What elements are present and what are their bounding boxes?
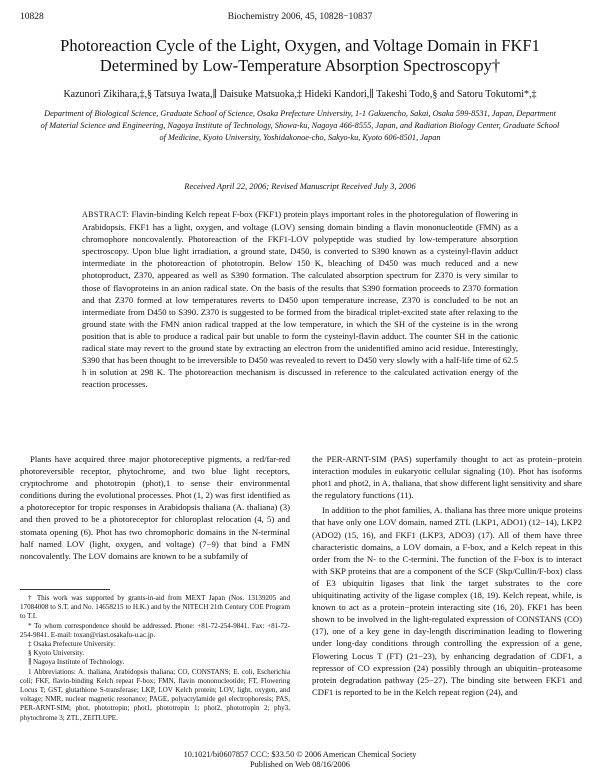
affiliations: Department of Biological Science, Graduate School of Science, Osaka Prefecture University, 1-1 Gakuencho, Sakai, Osaka 599-8531, Japan, Department of Material Science and Engineering, Nagoya Institute of Technology, Showa-ku, Nagoya 466-8555, Japan, and Radiation Biology Center, Graduate School of Medicine, Kyoto University, Yoshidakonoe-cho, Sakyo-ku, Kyoto 606-8501, Japan xyxy=(40,109,560,143)
received-dates: Received April 22, 2006; Revised Manuscript Received July 3, 2006 xyxy=(184,181,416,191)
journal-citation: Biochemistry 2006, 45, 10828−10837 xyxy=(227,12,373,22)
article-title: Photoreaction Cycle of the Light, Oxygen, and Voltage Domain in FKF1 Determined by Low-Temperature Absorption Spectroscopy† xyxy=(60,36,540,75)
footnote-correspondence: * To whom correspondence should be addressed. Phone: +81-72-254-9841. Fax: +81-72-254-9841. E-mail: toxan@riast.osakafu-u.ac.jp. xyxy=(20,621,290,639)
body-paragraph: the PER-ARNT-SIM (PAS) superfamily thought to act as protein−protein interaction modules in eukaryotic cellular signaling (10). Phot has isoforms phot1 and phot2, in A. thaliana, that show different light sensitivity and share the regulatory functions (11). xyxy=(312,454,582,501)
author-list: Kazunori Zikihara,‡,§ Tatsuya Iwata,∥ Daisuke Matsuoka,‡ Hideki Kandori,∥ Takeshi Todo,§ and Satoru Tokutomi*,‡ xyxy=(63,89,537,100)
abstract-text: Flavin-binding Kelch repeat F-box (FKF1) protein plays important roles in the photoregulation of flowering in Arabidopsis. FKF1 has a light, oxygen, and voltage (LOV) sensing domain binding a flavin mononucleotide (FMN) as a chromophore noncovalently. Photoreaction of the FKF1-LOV polypeptide was studied by low-temperature absorption spectroscopy. Upon blue light irradiation, a ground state, D450, is converted to S390 known as a cysteinyl-flavin adduct intermediate in the photoreaction of phototropin. Below 150 K, bleaching of D450 was much reduced and a new photoproduct, Z370, appeared as well as S390 formation. The calculated absorption spectrum for Z370 is very similar to those of flavoproteins in an anion radical state. On the basis of the results that S390 formation proceeds to Z370 formation and that Z370 formed at low temperatures reverts to D450 upon temperature increase, Z370 is concluded to be not an intermediate from D450 to S390. Z370 is suggested to be formed from the biradical triplet-excited state after relaxing to the ground state with the FMN anion radical trapped at the low temperature, in which the SH of the cysteine is in the wrong position that is able to produce a radical pair but unable to form the cysteinyl-flavin adduct. The counter SH in the cationic radical state may revert to the ground state by extracting an electron from the unidentified amino acid residue. Interestingly, S390 that has been thought to be irreversible to D450 was revealed to revert to D450 very slowly with a half-life time of 62.5 h in solution at 298 K. The photoreaction mechanism is discussed in reference to the calculated activation energy of the reaction processes. xyxy=(82,209,519,390)
published-line: Published on Web 08/16/2006 xyxy=(250,760,350,769)
abstract xyxy=(82,208,518,390)
footnote-funding: † This work was supported by grants-in-aid from MEXT Japan (Nos. 13139205 and 17084008 to S.T. and No. 14658215 to H.K.) and by the NITECH 21th Century COE Program to T.I. xyxy=(20,594,290,621)
footnote-divider xyxy=(20,589,110,590)
footnote-abbreviations: 1 Abbreviations: A. thaliana, Arabidopsis thaliana; CO, CONSTANS; E. coli, Escherichia coli; FKF, flavin-binding Kelch repeat F-box; FMN, flavin mononucleotide; FT, Flowering Locus T; GST, glutathione S-transferase; LKP, LOV Kelch protein; LOV, light, oxygen, and voltage; NMR, nuclear magnetic resonance; PAGE, polyacrylamide gel electrophoresis; PAS, PER-ARNT-SIM; phot, phototropin; phot1, phototropin 1; phot2, phototropin 2; phy3, phytochrome 3; ZTL, ZEITLUPE. xyxy=(20,667,290,722)
footnotes xyxy=(20,594,290,723)
body-right-column xyxy=(312,453,582,698)
doi-line: 10.1021/bi0607857 CCC: $33.50 © 2006 American Chemical Society xyxy=(183,750,417,759)
footnote-affil-osaka: ‡ Osaka Prefecture University. xyxy=(28,640,115,649)
footnote-affil-kyoto: § Kyoto University. xyxy=(28,649,85,658)
body-paragraph: Plants have acquired three major photoreceptive pigments, a red/far-red photoreversible receptor, phytochrome, and two blue light receptors, cryptochrome and phototropin (phot),1 to sense their environmental conditions during the evolutional processes. Phot (1, 2) was first identified as a photoreceptor for tropic responses in Arabidopsis thaliana (A. thaliana) (3) and then proved to be a photoreceptor for chloroplast relocation (4, 5) and stomata opening (6). Phot has two chromophoric domains in the N-terminal half named LOV (light, oxygen, and voltage) (7−9) that bind a FMN noncovalently. The LOV domains are known to be a subfamily of xyxy=(20,454,290,561)
footnote-affil-nagoya: ∥ Nagoya Institute of Technology. xyxy=(28,658,125,667)
body-left-column xyxy=(20,453,290,562)
page-number: 10828 xyxy=(20,12,44,22)
page-footer xyxy=(0,750,600,770)
abstract-label: ABSTRACT: xyxy=(82,210,130,219)
body-paragraph: In addition to the phot families, A. thaliana has three more unique proteins that have only one LOV domain, named ZTL (LKP1, ADO1) (12−14), LKP2 (ADO2) (15, 16), and FKF1 (LKP3, ADO3) (17). All of them have three characteristic domains, a LOV domain, a F-box, and a Kelch repeat in this order from the N- to the C-termini. The function of the F-box is to interact with SKP proteins that are a component of the SCF (Skp/Cullin/F-box) class of E3 ubiquitin ligases that link the target substrates to the core ubiquitinating activity of the ligase complex (18, 19). Kelch repeat, while, is known to act as a protein−protein interacting site (16, 20). FKF1 has been shown to be involved in the light-regulated expression of CONSTANS (CO) (17), one of a key gene in day-length discrimination leading to flowering under long-day conditions through controlling the expression of a gene, Flowering Locus T (FT) (21−23), by enhancing degradation of CDF1, a repressor of CO expression (24) possibly through an ubiquitin−proteasome protein degradation pathway (25−27). The binding site between FKF1 and CDF1 is reported to be in the Kelch repeat region (24), and xyxy=(312,505,582,697)
